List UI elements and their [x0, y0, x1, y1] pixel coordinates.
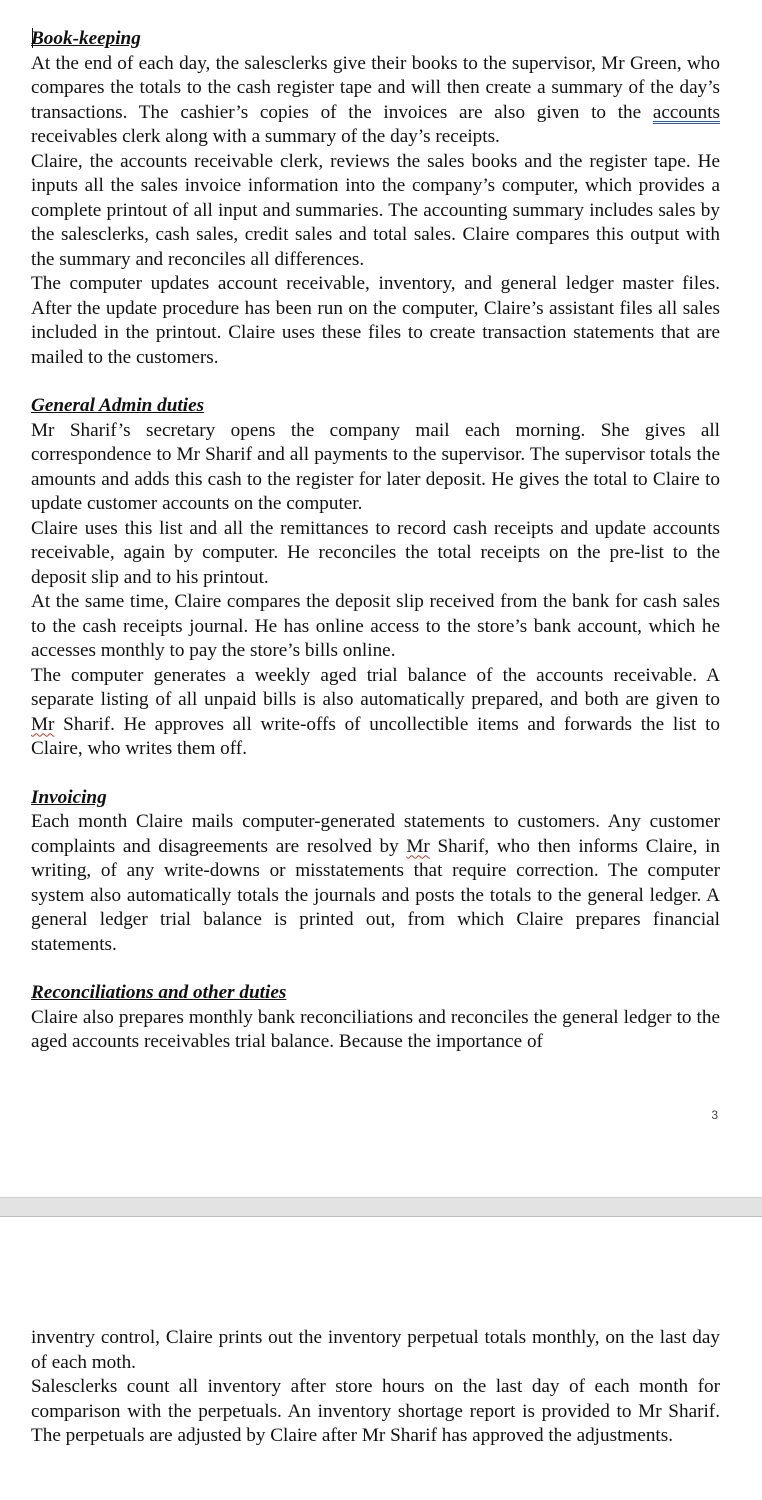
- section-heading: General Admin duties: [31, 395, 205, 416]
- section-heading: Book-keeping: [31, 28, 141, 49]
- page-2-body[interactable]: [31, 1326, 720, 1449]
- paragraph: Claire also prepares monthly bank reconciliations and reconciles the general ledger to the aged accounts receivables trial balance. Because the importance of: [31, 1006, 720, 1052]
- page-number: 3: [711, 1108, 718, 1122]
- paragraph: Claire, the accounts receivable clerk, reviews the sales books and the register tape. He inputs all the sales invoice information into the company’s computer, which provides a complete printout of all input and summaries. The accounting summary includes sales by the salesclerks, cash sales, credit sales and total sales. Claire compares this output with the summary and reconciles all differences.: [31, 150, 720, 270]
- paragraph: At the end of each day, the salesclerks give their books to the supervisor, Mr Green, who compares the totals to the cash register tape and will then create a summary of the day’s transactions. The cashier’s copies of the invoices are also given to the accounts receivables clerk along with a summary of the day’s receipts.: [31, 52, 720, 147]
- section-heading: Reconciliations and other duties: [31, 982, 287, 1003]
- section-reconciliations: [31, 981, 720, 1055]
- paragraph: Salesclerks count all inventory after store hours on the last day of each month for comparison with the perpetuals. An inventory shortage report is provided to Mr Sharif. The perpetuals are adjusted by Claire after Mr Sharif has approved the adjustments.: [31, 1376, 720, 1446]
- paragraph: Mr Sharif’s secretary opens the company mail each morning. She gives all correspondence to Mr Sharif and all payments to the supervisor. The supervisor totals the amounts and adds this cash to the register for later deposit. He gives the total to Claire to update customer accounts on the computer.: [31, 419, 720, 514]
- section-book-keeping: [31, 27, 720, 370]
- paragraph: The computer updates account receivable, inventory, and general ledger master files. After the update procedure has been run on the computer, Claire’s assistant files all sales included in the printout. Claire uses these files to create transaction statements that are mailed to the customers.: [31, 273, 720, 368]
- paragraph: The computer generates a weekly aged trial balance of the accounts receivable. A separate listing of all unpaid bills is also automatically prepared, and both are given to Mr Sharif. He approves all write-offs of uncollectible items and forwards the list to Claire, who writes them off.: [31, 664, 720, 759]
- spelling-flag[interactable]: Mr: [406, 835, 430, 857]
- paragraph: inventry control, Claire prints out the inventory perpetual totals monthly, on the last day of each moth.: [31, 1327, 720, 1373]
- page-1-body[interactable]: [31, 27, 720, 1079]
- paragraph: Claire uses this list and all the remittances to record cash receipts and update accounts receivable, again by computer. He reconciles the total receipts on the pre-list to the deposit slip and to his printout.: [31, 517, 720, 588]
- grammar-flag[interactable]: accounts: [652, 101, 720, 123]
- paragraph: Each month Claire mails computer-generated statements to customers. Any customer complaints and disagreements are resolved by Mr Sharif, who then informs Claire, in writing, of any write-downs or misstatements that require correction. The computer system also automatically totals the journals and posts the totals to the general ledger. A general ledger trial balance is printed out, from which Claire prepares financial statements.: [31, 811, 720, 955]
- paragraph: At the same time, Claire compares the deposit slip received from the bank for cash sales to the cash receipts journal. He has online access to the store’s bank account, which he accesses monthly to pay the store’s bills online.: [31, 591, 720, 661]
- spelling-flag[interactable]: Mr: [31, 713, 55, 735]
- page-separator: [0, 1197, 762, 1217]
- section-heading: Invoicing: [31, 786, 107, 808]
- section-general-admin: [31, 394, 720, 762]
- section-invoicing: [31, 786, 720, 958]
